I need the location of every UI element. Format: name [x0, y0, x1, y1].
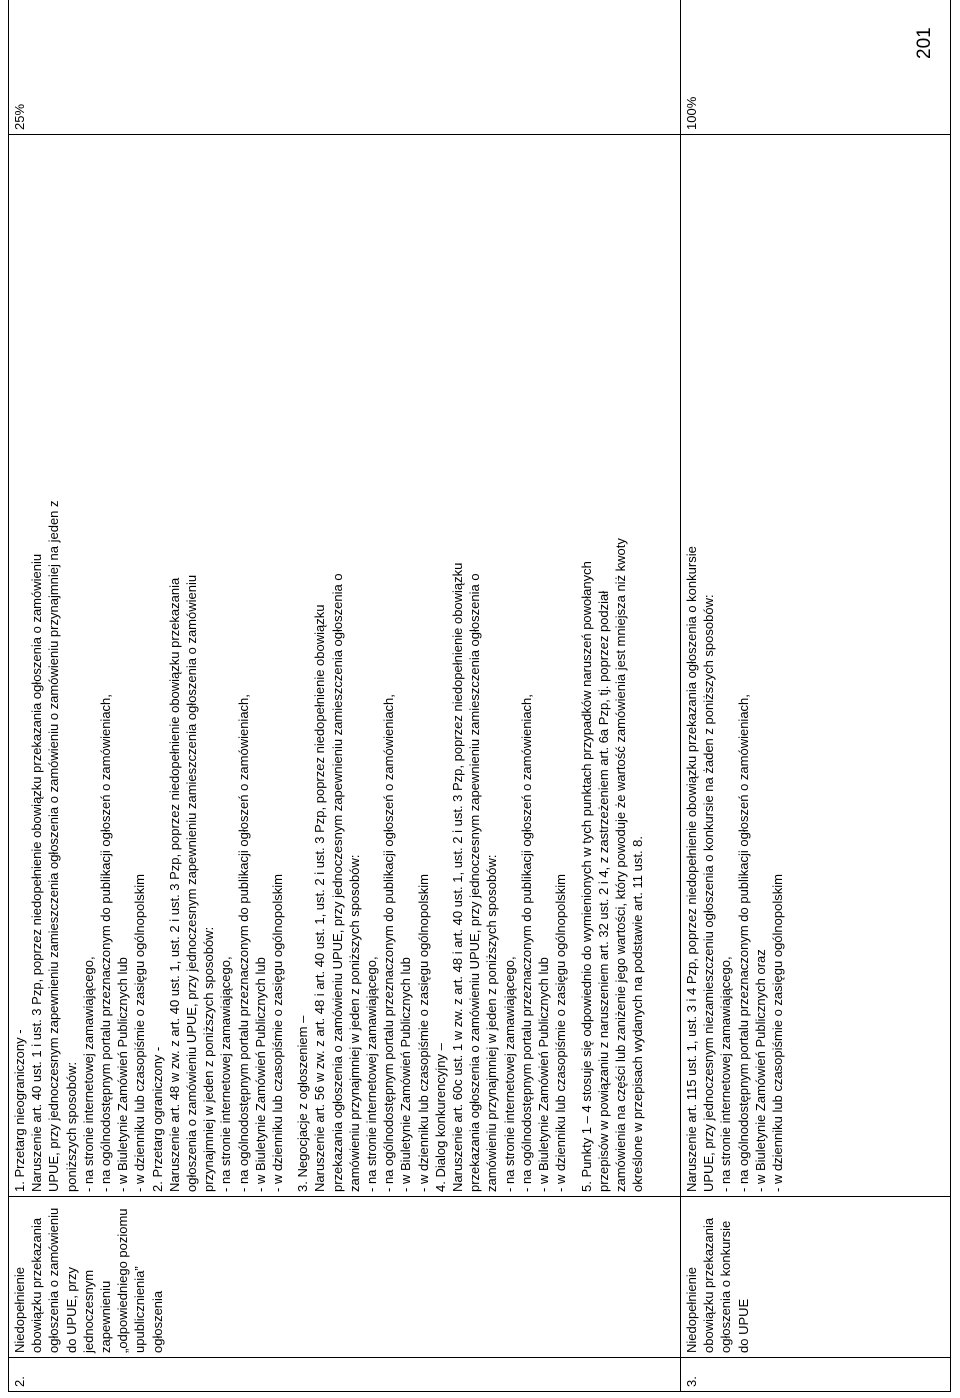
description-line: ogłoszenia o zamówieniu UPUE, przy jednoczesnym zapewnieniu zamieszczenia ogłoszenia o zamówieniu — [184, 574, 200, 1192]
description-line: - w Biuletynie Zamówień Publicznych lub — [536, 957, 552, 1192]
description-line: UPUE, przy jednoczesnym niezamieszczeniu ogłoszenia o konkursie na żaden z poniższych sposobów: — [701, 594, 717, 1192]
correction-rate: 100% — [681, 0, 951, 135]
description-line: - w dzienniku lub czasopiśmie o zasięgu ogólnopolskim — [132, 874, 148, 1192]
description-line: - na ogólnodostępnym portalu przeznaczonym do publikacji ogłoszeń o zamówieniach, — [98, 694, 114, 1192]
description-line: przynajmniej w jeden z poniższych sposobów: — [201, 926, 217, 1192]
description-line: - na stronie internetowej zamawiającego, — [218, 956, 234, 1192]
name-line: zapewnieniu — [98, 1280, 114, 1353]
name-line: Niedopełnienie — [684, 1266, 699, 1353]
name-line: „odpowiedniego poziomu — [115, 1208, 131, 1353]
name-line: ogłoszenia o konkursie — [718, 1220, 734, 1353]
description-line: przepisów w powiązaniu z naruszeniem art. 32 ust. 2 i 4, z zastrzeżeniem art. 6a Pzp, tj. poprzez podział — [595, 590, 611, 1192]
description-line — [570, 139, 578, 1192]
description-line: - w Biuletynie Zamówień Publicznych lub — [252, 957, 268, 1192]
page-number: 201 — [914, 27, 935, 59]
description-line: zamówieniu przynajmniej w jeden z poniższych sposobów: — [484, 854, 500, 1192]
name-line: obowiązku przekazania — [701, 1217, 717, 1353]
correction-rate: 25% — [9, 0, 681, 135]
description-line: 5. Punkty 1 – 4 stosuje się odpowiednio do wymienionych w tych punktach przypadków naruszeń powołanych — [578, 561, 594, 1192]
violation-description — [9, 135, 681, 1197]
name-line: upublicznienia” — [132, 1266, 148, 1353]
violation-name — [681, 1197, 951, 1358]
description-line: określone w przepisach wydanych na podstawie art. 11 ust. 8. — [630, 835, 646, 1192]
name-line: do UPUE, przy — [63, 1267, 79, 1353]
description-line: - na stronie internetowej zamawiającego, — [80, 956, 96, 1192]
description-line: - na stronie internetowej zamawiającego, — [718, 956, 734, 1192]
name-line: obowiązku przekazania — [29, 1217, 45, 1353]
description-line: - na ogólnodostępnym portalu przeznaczonym do publikacji ogłoszeń o zamówieniach, — [518, 694, 534, 1192]
description-line: zamówieniu przynajmniej w jeden z poniższych sposobów: — [346, 854, 362, 1192]
description-line: poniższych sposobów: — [63, 1061, 79, 1192]
description-line: - na ogólnodostępnym portalu przeznaczonym do publikacji ogłoszeń o zamówieniach, — [235, 694, 251, 1192]
name-line: ogłoszenia — [149, 1290, 165, 1353]
description-line: - w Biuletynie Zamówień Publicznych lub — [398, 957, 414, 1192]
description-line: - na stronie internetowej zamawiającego, — [364, 956, 380, 1192]
description-line: 3. Negocjacje z ogłoszeniem – — [295, 1015, 311, 1192]
description-line: - w dzienniku lub czasopiśmie o zasięgu ogólnopolskim — [553, 874, 569, 1192]
description-line: UPUE, przy jednoczesnym zapewnieniu zamieszczenia ogłoszenia o zamówieniu o zamówieniu przynajmniej na jeden z — [46, 500, 62, 1192]
description-line: zamówienia na części lub zaniżenie jego wartości, który powoduje że wartość zamówienia jest mniejsza niż kwoty — [612, 538, 628, 1192]
description-line: Naruszenie art. 40 ust. 1 i ust. 3 Pzp, poprzez niedopełnienie obowiązku przekazania ogłoszenia o zamówieniu — [29, 553, 45, 1192]
description-line: Naruszenie art. 115 ust. 1, ust. 3 i 4 Pzp, poprzez niedopełnienie obowiązku przekazania ogłoszenia o konkursie — [684, 546, 699, 1192]
description-line — [286, 139, 294, 1192]
description-line: - w Biuletynie Zamówień Publicznych lub — [115, 957, 131, 1192]
description-line: - w dzienniku lub czasopiśmie o zasięgu ogólnopolskim — [270, 874, 286, 1192]
violation-name — [9, 1197, 681, 1358]
name-line: Niedopełnienie — [12, 1266, 27, 1353]
description-line: - w dzienniku lub czasopiśmie o zasięgu ogólnopolskim — [770, 874, 786, 1192]
description-line: - w Biuletynie Zamówień Publicznych oraz — [752, 949, 768, 1192]
name-line: ogłoszenia o zamówieniu — [46, 1207, 62, 1353]
description-line: - na ogólnodostępnym portalu przeznaczonym do publikacji ogłoszeń o zamówieniach, — [735, 694, 751, 1192]
description-line: - na ogólnodostępnym portalu przeznaczonym do publikacji ogłoszeń o zamówieniach, — [381, 694, 397, 1192]
row-number: 2. — [9, 1358, 681, 1392]
description-line: przekazania ogłoszenia o zamówieniu UPUE, przy jednoczesnym zapewnieniu zamieszczenia ogłoszenia o — [329, 573, 345, 1192]
table-row — [9, 0, 681, 1392]
name-line: jednoczesnym — [80, 1269, 96, 1353]
table-row — [681, 0, 951, 1392]
description-line: Naruszenie art. 56 w zw. z art. 48 i art. 40 ust. 1, ust. 2 i ust. 3 Pzp, poprzez niedopełnienie obowiązku — [312, 604, 328, 1192]
description-line: 4. Dialog konkurencyjny – — [432, 1043, 448, 1192]
violation-description — [681, 135, 951, 1197]
description-line: 2. Przetarg ograniczony - — [149, 1046, 165, 1192]
description-line: 1. Przetarg nieograniczony - — [12, 1029, 27, 1192]
name-line: do UPUE — [735, 1298, 751, 1353]
description-line: Naruszenie art. 60c ust. 1 w zw. z art. 48 i art. 40 ust. 1, ust. 2 i ust. 3 Pzp, poprzez niedopełnienie obowiązku — [450, 562, 466, 1192]
description-line: - w dzienniku lub czasopiśmie o zasięgu ogólnopolskim — [415, 874, 431, 1192]
violations-table — [8, 0, 951, 1392]
row-number: 3. — [681, 1358, 951, 1392]
description-line: przekazania ogłoszenia o zamówieniu UPUE, przy jednoczesnym zapewnieniu zamieszczenia ogłoszenia o — [467, 573, 483, 1192]
description-line: - na stronie internetowej zamawiającego, — [501, 956, 517, 1192]
description-line: Naruszenie art. 48 w zw. z art. 40 ust. 1, ust. 2 i ust. 3 Pzp, poprzez niedopełnienie obowiązku przekazania — [166, 577, 182, 1192]
